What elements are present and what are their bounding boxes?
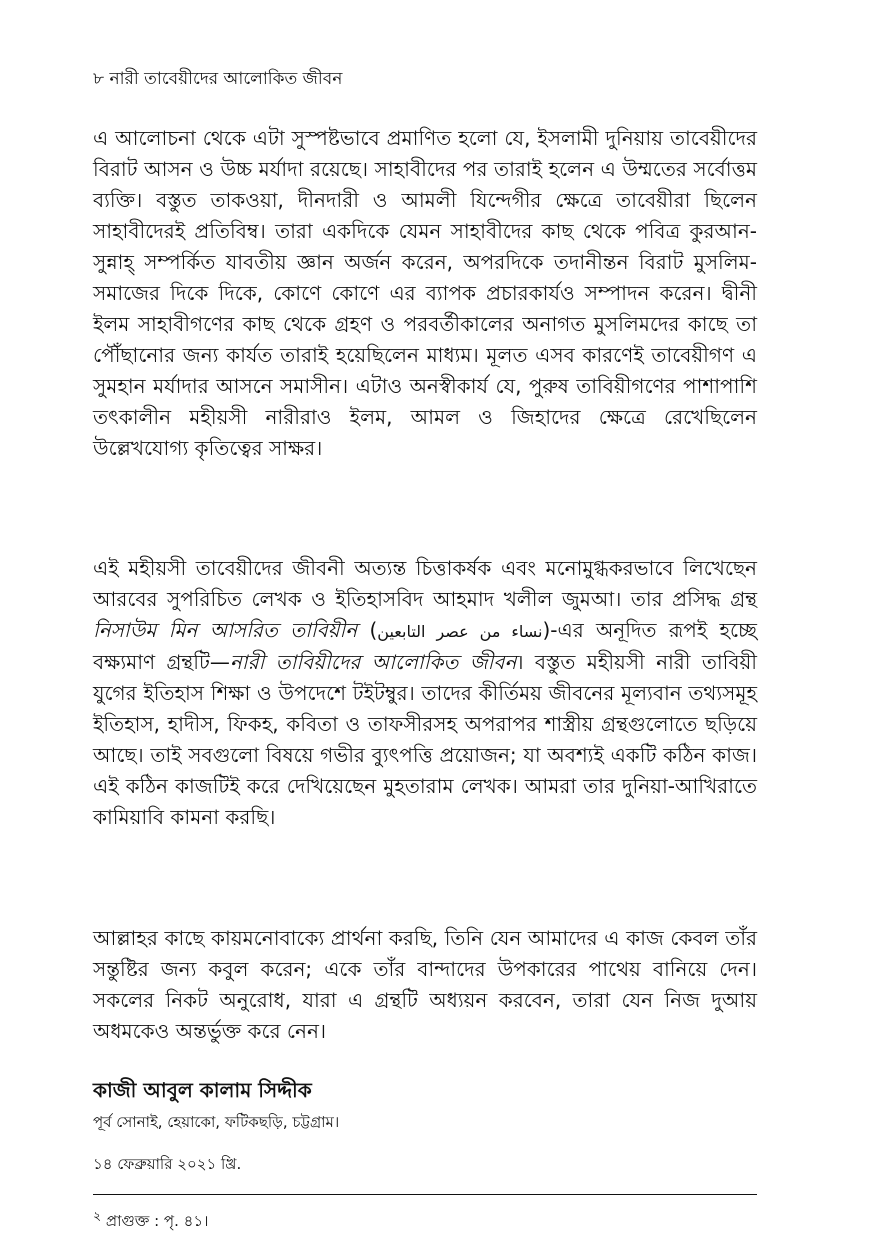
paragraph-2-text-b: )-এর অনূদিত রূপই হচ্ছে বক্ষ্যমাণ গ্রন্থটি— xyxy=(93,618,757,674)
footnote-divider xyxy=(93,1194,757,1195)
paragraph-3: আল্লাহর কাছে কায়মনোবাক্যে প্রার্থনা করছি, তিনি যেন আমাদের এ কাজ কেবল তাঁর সন্তুষ্টির জন্য কবুল করেন; একে তাঁর বান্দাদের উপকারের পাথেয় বানিয়ে দেন। সকলের নিকট অনুরোধ, যারা এ গ্রন্থটি অধ্যয়ন করবেন, তারা যেন নিজ দুআয় অধমকেও অন্তর্ভুক্ত করে নেন। xyxy=(93,926,757,1043)
signature-address: পূর্ব সোনাই, হেয়াকো, ফটিকছড়ি, চট্টগ্রাম। xyxy=(93,1113,340,1131)
paragraph-2 xyxy=(93,553,757,833)
arabic-book-title: نساء من عصر التابعين xyxy=(377,622,543,641)
footnote xyxy=(93,1208,208,1235)
running-header xyxy=(93,66,342,94)
original-book-title: নিসাউম মিন আসরিত তাবিয়ীন xyxy=(93,618,358,642)
signature-name: কাজী আবুল কালাম সিদ্দীক xyxy=(93,1078,312,1102)
translated-book-title: নারী তাবিয়ীদের আলোকিত জীবন xyxy=(229,650,517,674)
paragraph-1: এ আলোচনা থেকে এটা সুস্পষ্টভাবে প্রমাণিত হলো যে, ইসলামী দুনিয়ায় তাবেয়ীদের বিরাট আসন ও উচ্চ মর্যাদা রয়েছে। সাহাবীদের পর তারাই হলেন এ উম্মতের সর্বোত্তম ব্যক্তি। বস্তুত তাকওয়া, দীনদারী ও আমলী যিন্দেগীর ক্ষেত্রে তাবেয়ীরা ছিলেন সাহাবীদেরই প্রতিবিম্ব। তারা একদিকে যেমন সাহাবীদের কাছ থেকে পবিত্র কুরআন-সুন্নাহ্ সম্পর্কিত যাবতীয় জ্ঞান অর্জন করেন, অপরদিকে তদানীন্তন বিরাট মুসলিম-সমাজের দিকে দিকে, কোণে কোণে এর ব্যাপক প্রচারকার্যও সম্পাদন করেন। দ্বীনী ইলম সাহাবীগণের কাছ থেকে গ্রহণ ও পরবর্তীকালের অনাগত মুসলিমদের কাছে তা পৌঁছানোর জন্য কার্যত তারাই হয়েছিলেন মাধ্যম। মূলত এসব কারণেই তাবেয়ীগণ এ সুমহান মর্যাদার আসনে সমাসীন। এটাও অনস্বীকার্য যে, পুরুষ তাবিয়ীগণের পাশাপাশি তৎকালীন মহীয়সী নারীরাও ইলম, আমল ও জিহাদের ক্ষেত্রে রেখেছিলেন উল্লেখযোগ্য কৃতিত্বের সাক্ষর। xyxy=(93,126,757,460)
paragraph-2-text-a: এই মহীয়সী তাবেয়ীদের জীবনী অত্যন্ত চিত্তাকর্ষক এবং মনোমুগ্ধকরভাবে লিখেছেন আরবের সুপরিচিত লেখক ও ইতিহাসবিদ আহমাদ খলীল জুমআ। তার প্রসিদ্ধ গ্রন্থ xyxy=(93,556,757,611)
footnote-marker: ২ xyxy=(93,1208,102,1223)
page-number: ৮ xyxy=(93,69,105,89)
paren-open: ( xyxy=(357,618,378,642)
signature-date: ১৪ ফেব্রুয়ারি ২০২১ খ্রি. xyxy=(93,1155,242,1173)
paragraph-2-text-c: । বস্তুত মহীয়সী নারী তাবিয়ী যুগের ইতিহাস শিক্ষা ও উপদেশে টইটম্বুর। তাদের কীর্তিময় জীবনের মূল্যবান তথ্যসমূহ ইতিহাস, হাদীস, ফিকহ, কবিতা ও তাফসীরসহ অপরাপর শাস্ত্রীয় গ্রন্থগুলোতে ছড়িয়ে আছে। তাই সবগুলো বিষয়ে গভীর ব্যুৎপত্তি প্রয়োজন; যা অবশ্যই একটি কঠিন কাজ। এই কঠিন কাজটিই করে দেখিয়েছেন মুহতারাম লেখক। আমরা তার দুনিয়া-আখিরাতে কামিয়াবি কামনা করছি। xyxy=(93,650,757,829)
footnote-text: প্রাগুক্ত : পৃ. ৪১। xyxy=(101,1212,209,1230)
running-title: নারী তাবেয়ীদের আলোকিত জীবন xyxy=(109,69,343,89)
